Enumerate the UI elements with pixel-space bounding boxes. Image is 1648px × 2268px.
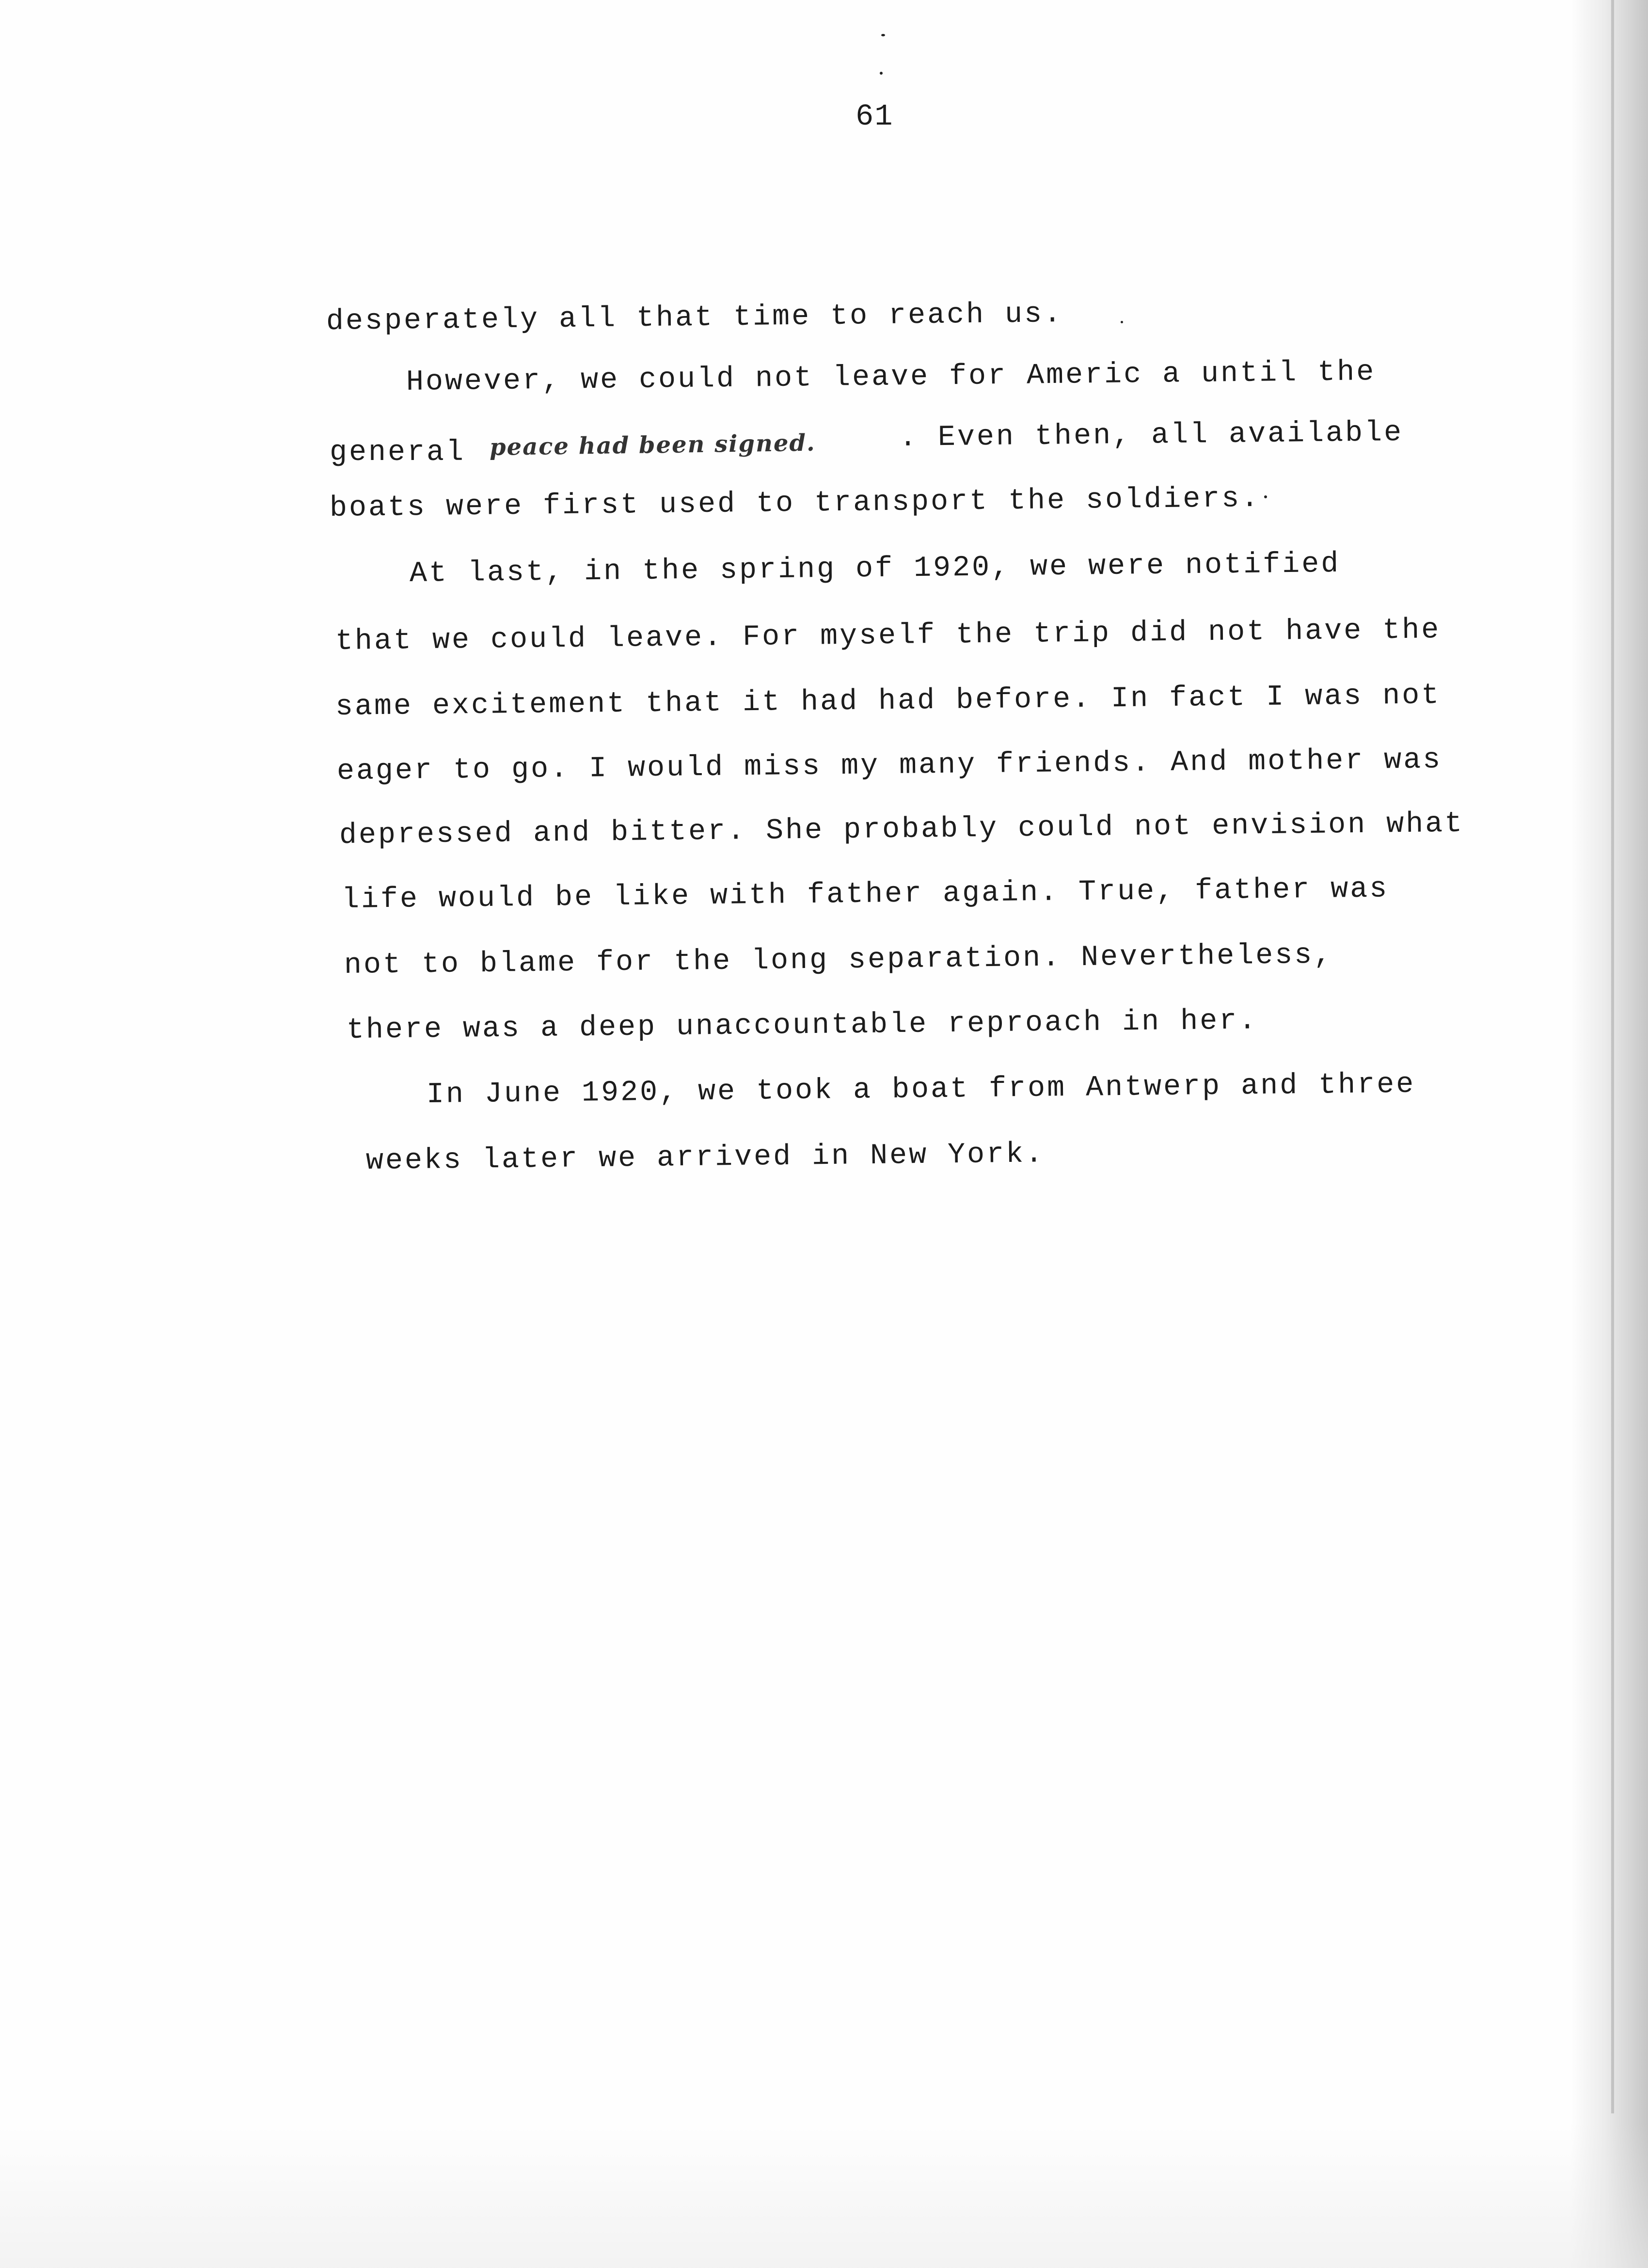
- speck-mark: [881, 34, 885, 36]
- text-line: not to blame for the long separation. Nevertheless,: [344, 938, 1333, 982]
- page-number: 61: [856, 99, 894, 134]
- text-line: At last, in the spring of 1920, we were notified: [409, 547, 1341, 590]
- speck-mark: [1264, 495, 1267, 498]
- speck-mark: [880, 72, 883, 75]
- scan-edge-shadow: [1570, 0, 1648, 2268]
- text-line: general: [330, 436, 466, 469]
- text-line: boats were first used to transport the soldiers.: [329, 482, 1261, 525]
- text-line: However, we could not leave for Americ a until the: [406, 356, 1376, 399]
- scan-edge-line: [1611, 0, 1614, 2113]
- handwritten-insertion: peace had been signed.: [489, 429, 816, 461]
- text-line: eager to go. I would miss my many friends. And mother was: [336, 744, 1442, 788]
- text-line: . Even then, all available: [899, 416, 1404, 455]
- scan-bottom-shadow: [0, 2123, 1648, 2268]
- speck-mark: [1121, 321, 1123, 323]
- text-line: In June 1920, we took a boat from Antwerp and three: [426, 1068, 1416, 1111]
- text-line: life would be like with father again. True, father was: [341, 872, 1389, 917]
- text-line: depressed and bitter. She probably could not envision what: [339, 807, 1464, 852]
- text-line: that we could leave. For myself the trip did not have the: [335, 614, 1441, 658]
- text-line: weeks later we arrived in New York.: [365, 1138, 1045, 1178]
- text-line: desperately all that time to reach us.: [326, 298, 1063, 338]
- text-line: same excitement that it had had before. In fact I was not: [335, 679, 1441, 724]
- text-line: there was a deep unaccountable reproach in her.: [346, 1004, 1258, 1047]
